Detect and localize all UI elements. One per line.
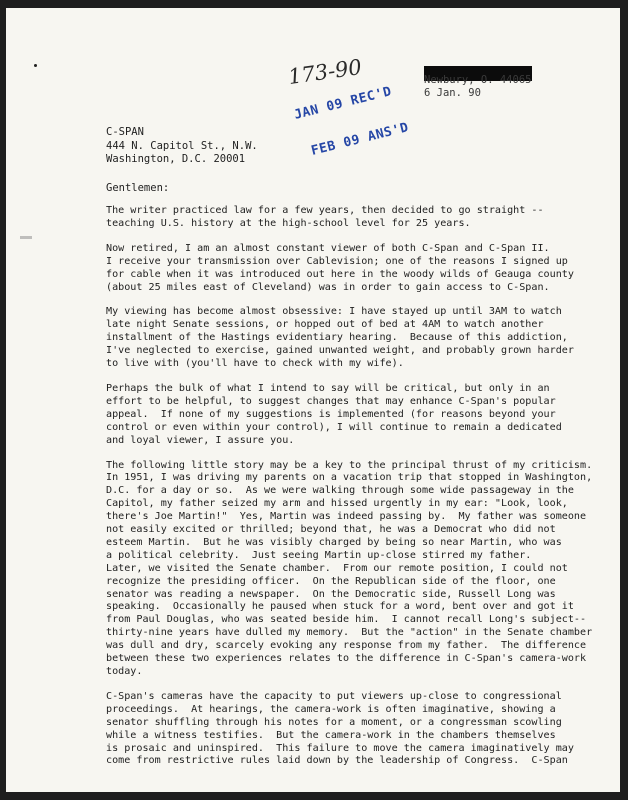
paragraph-line: thirty-nine years have dulled my memory. But the "action" in the Senate chamber	[106, 627, 593, 639]
paragraph	[106, 459, 593, 679]
paragraph-line: for cable when it was introduced out here in the woody wilds of Geauga county	[106, 268, 574, 280]
paragraph	[106, 205, 586, 231]
paragraph-line: late night Senate sessions, or hopped out of bed at 4AM to watch another	[106, 319, 544, 331]
sender-city-line: Newbury, O. 44065	[424, 74, 532, 86]
paragraph-line: senator was reading a newspaper. On the Democratic side, Russell Long was	[106, 588, 556, 600]
paragraph-line: Later, we visited the Senate chamber. From our remote position, I could not	[106, 562, 568, 574]
paragraph-line: D.C. for a day or so. As we were walking through some wide passageway in the	[106, 485, 574, 497]
paragraph-line: I've neglected to exercise, gained unwanted weight, and probably grown harder	[106, 345, 574, 357]
paper-speck	[34, 64, 37, 67]
paper-smudge	[20, 236, 32, 239]
paragraph-line: a political celebrity. Just seeing Martin up-close stirred my father.	[106, 549, 532, 561]
paragraph-line: not easily excited or thrilled; beyond that, he was a Democrat who did not	[106, 524, 556, 536]
paragraph-line: from Paul Douglas, who was seated beside him. I cannot recall Long's subject--	[106, 614, 587, 626]
paragraph-line: teaching U.S. history at the high-school level for 25 years.	[106, 217, 471, 229]
paragraph-line: The following little story may be a key to the principal thrust of my criticism.	[106, 459, 593, 471]
paragraph-line: control or even within your control), I will continue to remain a dedicated	[106, 421, 562, 433]
paragraph	[106, 691, 586, 768]
paragraph-line: while a witness testifies. But the camera-work in the chambers themselves	[106, 729, 556, 741]
paragraph-line: (about 25 miles east of Cleveland) was in order to gain access to C-Span.	[106, 281, 550, 293]
paragraph	[106, 306, 586, 371]
paragraph-line: effort to be helpful, to suggest changes that may enhance C-Span's popular	[106, 395, 556, 407]
paragraph-line: Perhaps the bulk of what I intend to say will be critical, but only in an	[106, 382, 550, 394]
paragraph-line: between these two experiences relates to the difference in C-Span's camera-work	[106, 653, 587, 665]
paragraph	[106, 243, 586, 295]
paragraph-line: proceedings. At hearings, the camera-work is often imaginative, showing a	[106, 703, 556, 715]
paragraph-line: speaking. Occasionally he paused when stuck for a word, bent over and got it	[106, 601, 574, 613]
paragraph-line: senator shuffling through his notes for a moment, or a congressman scowling	[106, 716, 562, 728]
paragraph-line: I receive your transmission over Cablevision; one of the reasons I signed up	[106, 255, 568, 267]
letter-body	[106, 193, 593, 768]
paragraph-line: appeal. If none of my suggestions is implemented (for reasons beyond your	[106, 408, 556, 420]
paragraph-line: come from restrictive rules laid down by the leadership of Congress. C-Span	[106, 755, 568, 767]
paragraph-line: there's Joe Martin!" Yes, Martin was indeed passing by. My father was someone	[106, 511, 587, 523]
paragraph-line: Now retired, I am an almost constant viewer of both C-Span and C-Span II.	[106, 242, 550, 254]
paragraph-line: In 1951, I was driving my parents on a vacation trip that stopped in Washington,	[106, 472, 593, 484]
sender-date: 6 Jan. 90	[424, 87, 481, 99]
letter-page	[6, 8, 620, 792]
paragraph-line: is prosaic and uninspired. This failure to move the camera imaginatively may	[106, 742, 574, 754]
sender-block	[424, 74, 531, 100]
salutation: Gentlemen:	[106, 182, 170, 194]
received-stamp: JAN 09 REC'D	[292, 84, 394, 123]
paragraph-line: My viewing has become almost obsessive: I have stayed up until 3AM to watch	[106, 306, 562, 318]
paragraph	[106, 383, 586, 448]
recipient-line: C-SPAN	[106, 126, 144, 138]
paragraph-line: Capitol, my father seized my arm and hissed urgently in my ear: "Look, look,	[106, 498, 568, 510]
paragraph-line: today.	[106, 666, 143, 677]
paragraph-line: The writer practiced law for a few years, then decided to go straight --	[106, 205, 544, 216]
recipient-line: 444 N. Capitol St., N.W.	[106, 139, 258, 152]
paragraph-line: recognize the presiding officer. On the Republican side of the floor, one	[106, 575, 556, 587]
paragraph-line: and loyal viewer, I assure you.	[106, 434, 295, 446]
recipient-line: Washington, D.C. 20001	[106, 153, 246, 165]
paragraph-line: esteem Martin. But he was visibly charged by being so near Martin, who was	[106, 536, 562, 548]
paragraph-line: to live with (you'll have to check with my wife).	[106, 358, 404, 370]
answered-stamp: FEB 09 ANS'D	[309, 120, 411, 159]
paragraph-line: installment of the Hastings evidentiary hearing. Because of this addiction,	[106, 332, 568, 344]
paragraph-line: C-Span's cameras have the capacity to put viewers up-close to congressional	[106, 690, 562, 702]
handwritten-number: 173-90	[286, 54, 364, 90]
recipient-address	[106, 126, 258, 167]
paragraph-line: was dull and dry, scarcely evoking any response from my father. The difference	[106, 640, 587, 652]
